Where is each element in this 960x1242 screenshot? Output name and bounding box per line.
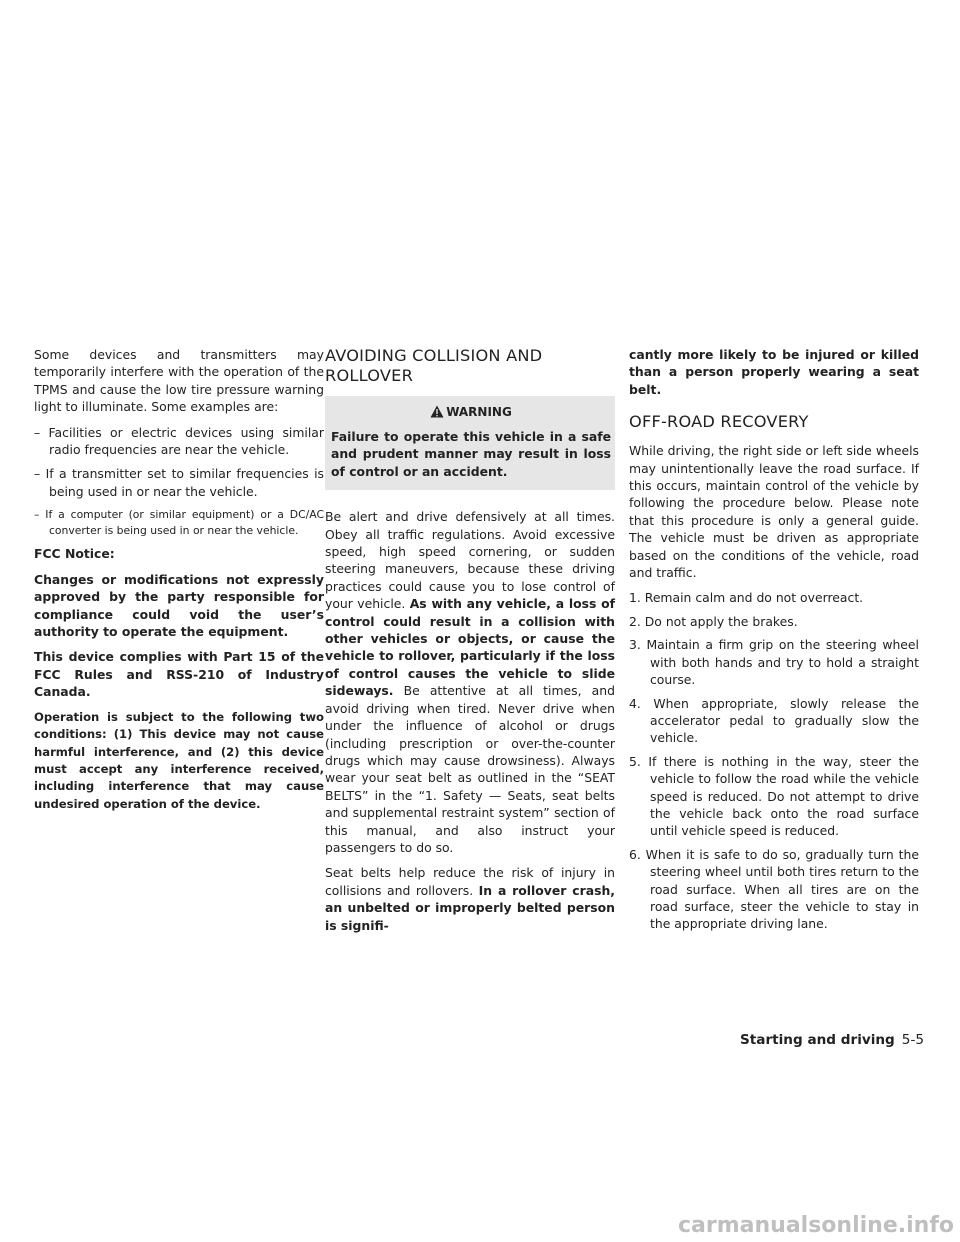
section-heading-off-road-recovery: OFF-ROAD RECOVERY [629,412,809,432]
warning-triangle-icon [430,405,444,422]
column-left [34,346,324,821]
page-number: 5-5 [901,1032,924,1048]
fcc-changes-text: Changes or modifications not expressly approved by the party responsible for compliance could void the user’s authority to operate the equipment. [34,571,324,640]
page-footer [740,1032,924,1048]
fcc-part15-text: This device complies with Part 15 of the FCC Rules and RSS-210 of Industry Canada. [34,649,324,700]
off-road-intro: While driving, the right side or left side wheels may unintentionally leave the road surface. If this occurs, maintain control of the vehicle by following the procedure below. Please note that this procedure is only a general guide. The vehicle must be driven as appropriate based on the conditions of the vehicle, road and traffic. [629,443,919,581]
rollover-crash-emphasis: In a rollover crash, an unbelted or improperly belted person is signifi- [325,882,615,933]
seat-belt-paragraph [325,864,615,934]
step-1: 1. Remain calm and do not overreact. [629,590,864,606]
seat-belt-text: Seat belts help reduce the risk of injury in collisions and rollovers. [325,865,615,898]
fcc-operation-text: Operation is subject to the following two conditions: (1) This device may not cause harmful interference, and (2) this device must accept any interference received, including interference that may cause undesired operation of the device. [34,709,324,811]
rollover-crash-continued: cantly more likely to be injured or killed than a person properly wearing a seat belt. [629,347,919,397]
defensive-driving-text: Be alert and drive defensively at all times. Obey all traffic regulations. Avoid excessive speed, high speed cornering, or sudden steering maneuvers, because these driving practices could cause you to lose control of your vehicle. [325,509,615,612]
step-6: 6. When it is safe to do so, gradually turn the steering wheel until both tires return to the road surface. When all tires are on the road surface, steer the vehicle to stay in the appropriate driving lane. [629,846,919,932]
example-transmitter: – If a transmitter set to similar frequencies is being used in or near the vehicle. [34,466,324,499]
section-heading-collision-rollover: AVOIDING COLLISION AND ROLLOVER [325,346,543,385]
watermark-logo [658,1210,958,1240]
warning-title: WARNING [446,405,512,419]
column-middle [325,346,615,942]
fcc-notice-label: FCC Notice: [34,546,115,562]
step-4: 4. When appropriate, slowly release the accelerator pedal to gradually slow the vehicle. [629,695,919,746]
warning-text: Failure to operate this vehicle in a safe and prudent manner may result in loss of control or an accident. [331,429,611,479]
footer-section-title: Starting and driving [739,1032,895,1048]
column-right [629,346,919,939]
defensive-driving-paragraph [325,508,615,856]
step-3: 3. Maintain a firm grip on the steering wheel with both hands and try to hold a straight course. [629,637,919,688]
example-facilities: – Facilities or electric devices using similar radio frequencies are near the vehicle. [34,424,324,458]
warning-header [331,404,611,422]
example-computer: – If a computer (or similar equipment) or a DC/AC converter is being used in or near the vehicle. [34,508,324,537]
loss-of-control-emphasis: As with any vehicle, a loss of control could result in a collision with other vehicles or objects, or cause the vehicle to rollover, particularly if the loss of control causes the vehicle to slide sideways. [325,596,615,699]
attentive-driving-text: Be attentive at all times, and avoid driving when tired. Never drive when under the influence of alcohol or drugs (including prescription or over-the-counter drugs which may cause drowsiness). Always wear your seat belt as outlined in the “SEAT BELTS” in the “1. Safety — Seats, seat belts and supplemental restraint system” section of this manual, and also instruct your passengers to do so. [325,683,615,855]
warning-box [325,396,615,490]
step-2: 2. Do not apply the brakes. [629,613,798,629]
step-5: 5. If there is nothing in the way, steer the vehicle to follow the road while the vehicle speed is reduced. Do not attempt to drive the vehicle back onto the road surface until vehicle speed is reduced. [629,753,919,839]
watermark-text: carmanualsonline.info [678,1213,954,1238]
tpms-interference-intro: Some devices and transmitters may temporarily interfere with the operation of the TPMS and cause the low tire pressure warning light to illuminate. Some examples are: [34,347,324,415]
